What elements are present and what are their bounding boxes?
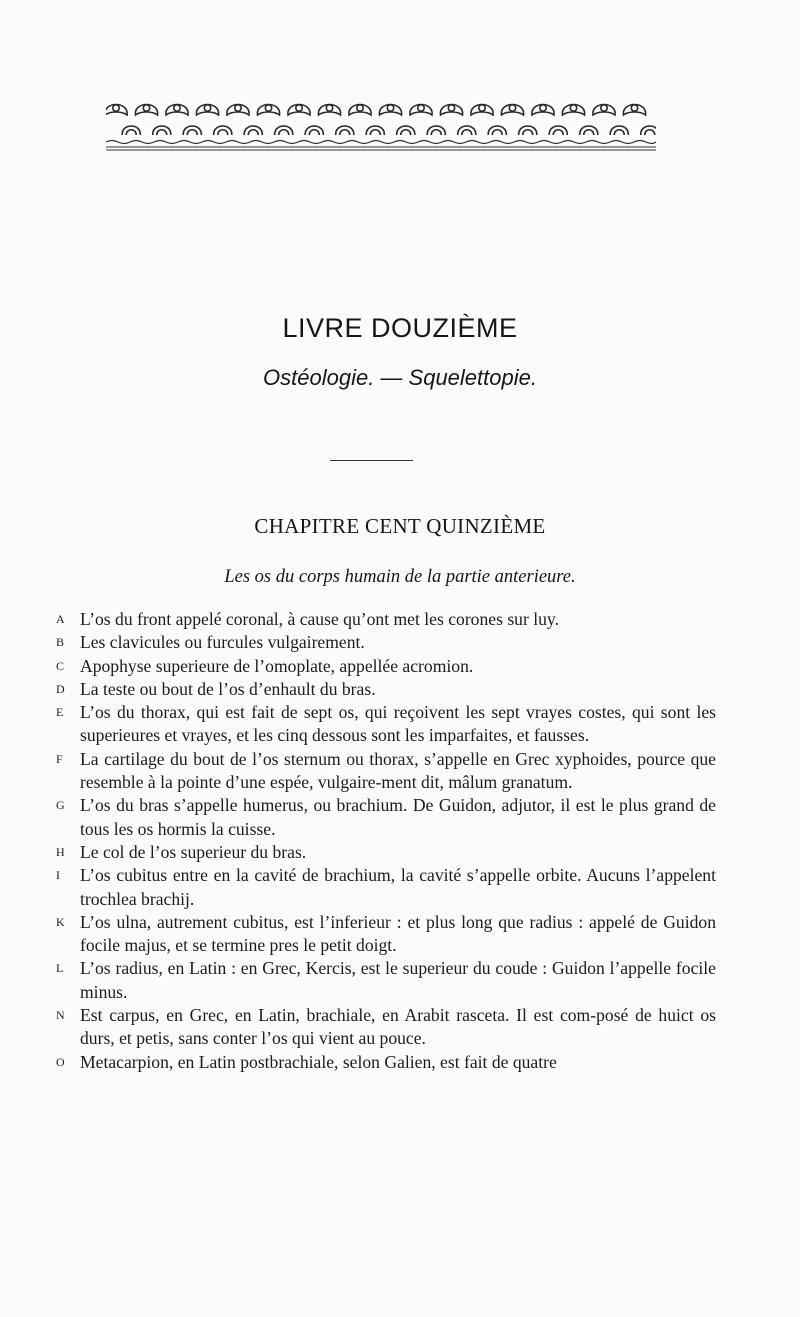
ornament-motif-icon (562, 105, 584, 116)
entry-letter: B (56, 635, 65, 650)
ornament-knot-icon (204, 105, 210, 111)
entry-item (56, 957, 716, 1004)
ornament-motif-icon (227, 105, 249, 116)
ornament-motif-icon (532, 105, 554, 116)
ornament-knot-icon (113, 105, 119, 111)
ornament-motif-icon (257, 105, 279, 116)
entry-item (56, 841, 716, 864)
entry-letter: O (56, 1054, 65, 1069)
ornament-motif-icon (623, 105, 645, 116)
ornament-lower-motif-icon (122, 126, 140, 135)
entry-letter: N (56, 1008, 65, 1023)
entry-letter: G (56, 798, 65, 813)
ornament-knot-icon (235, 105, 241, 111)
ornament-knot-icon (296, 105, 302, 111)
ornament-knot-icon (601, 105, 607, 111)
entry-letter: C (56, 658, 65, 673)
entry-letter: D (56, 681, 65, 696)
entry-text: Le col de l’os superieur du bras. (80, 841, 307, 862)
ornament-lower-motif-icon (366, 126, 384, 135)
entry-item (56, 864, 716, 911)
ornament-lower-motif-icon (519, 126, 537, 135)
entry-item (56, 794, 716, 841)
ornament-lower-motif-icon (641, 126, 656, 135)
ornament-knot-icon (418, 105, 424, 111)
entry-letter: A (56, 612, 65, 626)
book-subheading: Ostéologie. — Squelettopie. (263, 365, 537, 390)
ornament-knot-icon (509, 105, 515, 111)
ornament-motif-icon (135, 105, 157, 116)
ornament-knot-icon (326, 105, 332, 111)
ornament-knot-icon (540, 105, 546, 111)
entry-text: L’os radius, en Latin : en Grec, Kercis, est le superieur du coude : Guidon l’appelle focile minus. (80, 958, 716, 1002)
entry-letter: F (56, 751, 63, 766)
entry-item (56, 1004, 716, 1051)
entry-item (56, 678, 716, 701)
entry-text: L’os du front appelé coronal, à cause qu’ont met les corones sur luy. (80, 609, 559, 629)
entry-item (56, 701, 716, 748)
ornament-knot-icon (387, 105, 393, 111)
ornament-motif-icon (593, 105, 615, 116)
entry-text: Est carpus, en Grec, en Latin, brachiale, en Arabit rasceta. Il est com-posé de huict os durs, et petis, sans conter l’os qui vient au pouce. (80, 1005, 716, 1049)
ornament-lower-motif-icon (275, 126, 293, 135)
ornament-motif-icon (349, 105, 371, 116)
ornament-lower-motif-icon (488, 126, 506, 135)
entry-letter: L (56, 961, 64, 976)
entry-item (56, 911, 716, 958)
entry-list (56, 608, 716, 1074)
entry-text: Les clavicules ou furcules vulgairement. (80, 632, 365, 653)
ornamental-headpiece (106, 93, 656, 153)
ornament-knot-icon (265, 105, 271, 111)
entry-item (56, 608, 716, 631)
ornament-motif-icon (288, 105, 310, 116)
entry-letter: I (56, 868, 60, 883)
ornament-motif-icon (471, 105, 493, 116)
ornament-knot-icon (448, 105, 454, 111)
ornament-motif-icon (410, 105, 432, 116)
entry-text: La cartilage du bout de l’os sternum ou thorax, s’appelle en Grec xyphoides, pource que resemble à la pointe d’une espée, vulgaire-ment dit, mâlum granatum. (80, 748, 716, 793)
entry-text: L’os cubitus entre en la cavité de brachium, la cavité s’appelle orbite. Aucuns l’appelent trochlea brachij. (80, 865, 716, 909)
ornament-knot-icon (143, 105, 149, 111)
ornament-lower-motif-icon (427, 126, 445, 135)
ornament-lower-motif-icon (610, 126, 628, 135)
ornament-motif-icon (440, 105, 462, 116)
ornament-knot-icon (631, 105, 637, 111)
ornament-lower-motif-icon (336, 126, 354, 135)
book-heading: LIVRE DOUZIÈME (282, 313, 518, 343)
entry-text: Apophyse superieure de l’omoplate, appellée acromion. (80, 655, 474, 676)
ornament-motif-icon (196, 105, 218, 116)
ornament-motif-icon (379, 105, 401, 116)
ornament-knot-icon (174, 105, 180, 111)
ornament-lower-motif-icon (183, 126, 201, 135)
ornament-lower-motif-icon (397, 126, 415, 135)
ornament-knot-icon (570, 105, 576, 111)
ornament-lower-motif-icon (580, 126, 598, 135)
entry-text: L’os ulna, autrement cubitus, est l’inferieur : et plus long que radius : appelé de Guidon focile majus, et se termine pres le petit doigt. (80, 911, 716, 956)
ornament-lower-motif-icon (305, 126, 323, 135)
entry-item (56, 748, 716, 795)
ornament-knot-icon (357, 105, 363, 111)
chapter-title: Les os du corps humain de la partie anterieure. (224, 567, 576, 587)
ornament-motif-icon (501, 105, 523, 116)
ornament-motif-icon (318, 105, 340, 116)
ornament-lower-motif-icon (458, 126, 476, 135)
ornament-lower-motif-icon (153, 126, 171, 135)
entry-item (56, 655, 716, 678)
ornament-lower-motif-icon (244, 126, 262, 135)
entry-text: Metacarpion, en Latin postbrachiale, selon Galien, est fait de quatre (80, 1051, 557, 1072)
entry-letter: H (56, 844, 65, 859)
chapter-heading: CHAPITRE CENT QUINZIÈME (254, 514, 546, 538)
ornament-lower-motif-icon (214, 126, 232, 135)
entry-item (56, 1051, 716, 1074)
ornament-lower-motif-icon (549, 126, 567, 135)
entry-letter: K (56, 914, 65, 929)
entry-item (56, 631, 716, 654)
entry-text: La teste ou bout de l’os d’enhault du bras. (80, 678, 376, 699)
entry-text: L’os du thorax, qui est fait de sept os, qui reçoivent les sept vrayes costes, qui sont les superieures et vrayes, et les cinq dessous sont les imparfaites, et fausses. (80, 702, 716, 746)
ornament-motif-icon (106, 105, 127, 116)
entry-letter: E (56, 705, 64, 720)
entry-text: L’os du bras s’appelle humerus, ou brachium. De Guidon, adjutor, il est le plus grand de tous les os hormis la cuisse. (80, 795, 716, 839)
ornament-knot-icon (479, 105, 485, 111)
ornament-motif-icon (166, 105, 188, 116)
divider-rule (330, 460, 413, 461)
